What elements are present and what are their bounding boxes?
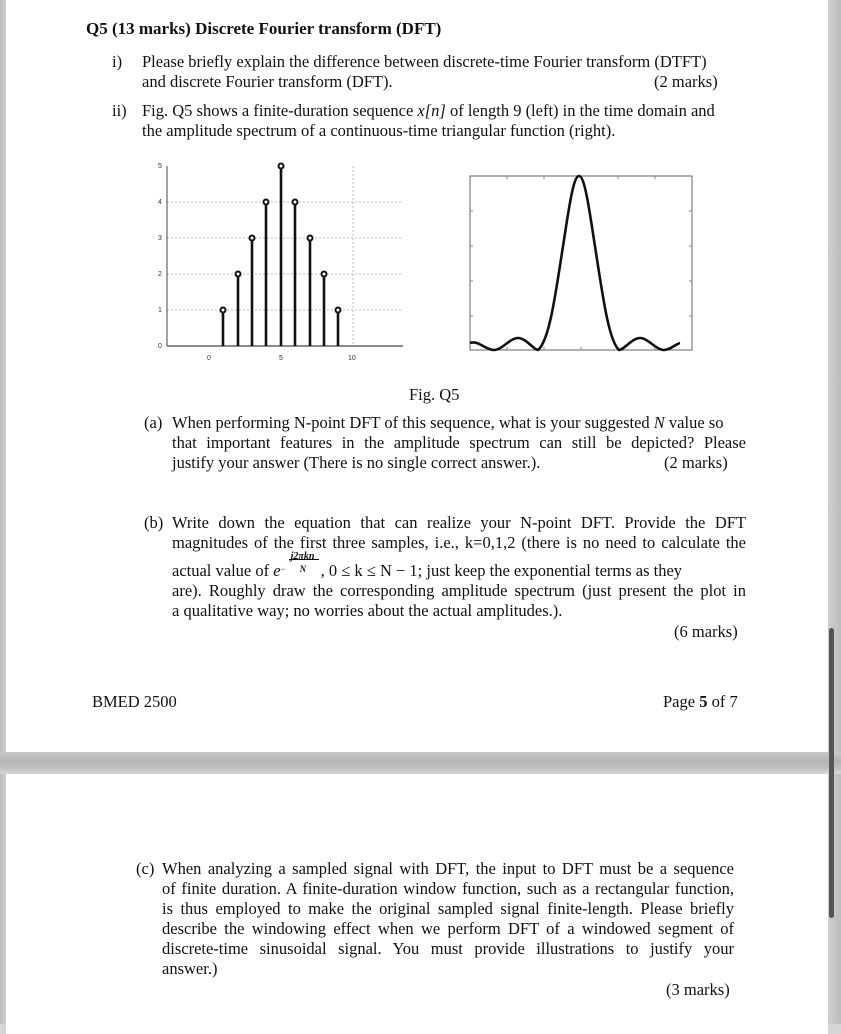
part-a-text-line1: When performing N-point DFT of this sequence, what is your suggested N value so bbox=[172, 413, 724, 432]
sequence-variable: x[n] bbox=[417, 101, 446, 120]
part-i-text-line1: Please briefly explain the difference between discrete-time Fourier transform (DTFT) bbox=[142, 52, 707, 71]
part-b-text-line3: actual value of e − j2πkn N , 0 ≤ k ≤ N − 1; just keep the exponential terms as they bbox=[172, 551, 683, 580]
part-b-label: (b) bbox=[144, 513, 164, 532]
part-a-label: (a) bbox=[144, 413, 163, 432]
stem-plot-xn bbox=[140, 150, 410, 370]
part-c-label: (c) bbox=[136, 859, 155, 878]
part-c-text-line1: When analyzing a sampled signal with DFT, the input to DFT must be a sequence bbox=[162, 859, 734, 878]
part-ii-text-line2: the amplitude spectrum of a continuous-time triangular function (right). bbox=[142, 121, 616, 140]
part-b-text-line5: a qualitative way; no worries about the actual amplitudes.). bbox=[172, 601, 563, 620]
x-tick-labels bbox=[207, 355, 356, 362]
figure-caption: Fig. Q5 bbox=[409, 385, 460, 404]
svg-text:10: 10 bbox=[348, 355, 356, 362]
svg-text:5: 5 bbox=[158, 163, 162, 170]
part-a-text-line2: that important features in the amplitude spectrum can still be depicted? Please bbox=[172, 433, 746, 452]
document-page-5 bbox=[6, 0, 828, 752]
stems bbox=[223, 166, 338, 346]
svg-text:2: 2 bbox=[158, 271, 162, 278]
part-c-text-line5: discrete-time sinusoidal signal. You must provide illustrations to justify your bbox=[162, 939, 734, 958]
svg-text:5: 5 bbox=[279, 355, 283, 362]
exponent-fraction: − j2πkn N bbox=[281, 561, 321, 581]
gridlines bbox=[167, 166, 402, 346]
exponential-base: e bbox=[273, 561, 281, 580]
svg-text:4: 4 bbox=[158, 199, 162, 206]
part-c-text-line3: is thus employed to make the original sampled signal finite-length. Please briefly bbox=[162, 899, 734, 918]
part-i-text-line2: and discrete Fourier transform (DFT). bbox=[142, 72, 393, 91]
plot-frame bbox=[470, 176, 692, 350]
svg-text:0: 0 bbox=[158, 343, 162, 350]
footer-page-number: Page 5 of 7 bbox=[663, 692, 738, 711]
svg-text:3: 3 bbox=[158, 235, 162, 242]
part-ii-text-line1: Fig. Q5 shows a finite-duration sequence x[n] of length 9 (left) in the time domain and bbox=[142, 101, 715, 120]
spectrum-curve bbox=[470, 176, 680, 350]
page-separator bbox=[0, 752, 841, 774]
part-b-marks: (6 marks) bbox=[674, 622, 738, 641]
part-c-text-line4: describe the windowing effect when we perform DFT of a windowed segment of bbox=[162, 919, 734, 938]
vertical-scrollbar[interactable] bbox=[829, 628, 834, 918]
part-i-marks: (2 marks) bbox=[654, 72, 718, 91]
frame-ticks bbox=[470, 176, 692, 350]
amplitude-spectrum-plot bbox=[464, 170, 694, 356]
part-c-text-line6: answer.) bbox=[162, 959, 218, 978]
part-c-marks: (3 marks) bbox=[666, 980, 730, 999]
footer-course-code: BMED 2500 bbox=[92, 692, 177, 711]
part-b-text-line2: magnitudes of the first three samples, i.e., k=0,1,2 (there is no need to calculate the bbox=[172, 533, 746, 552]
part-i-label: i) bbox=[112, 52, 123, 71]
part-b-text-line1: Write down the equation that can realize your N-point DFT. Provide the DFT bbox=[172, 513, 746, 532]
svg-text:1: 1 bbox=[158, 307, 162, 314]
part-a-text-line3: justify your answer (There is no single correct answer.). bbox=[172, 453, 541, 472]
svg-text:0: 0 bbox=[207, 355, 211, 362]
part-c-text-line2: of finite duration. A finite-duration window function, such as a rectangular function, bbox=[162, 879, 734, 898]
document-page-6 bbox=[6, 774, 828, 1034]
y-tick-labels bbox=[158, 163, 162, 350]
question-title: Q5 (13 marks) Discrete Fourier transform (DFT) bbox=[86, 19, 442, 38]
part-ii-label: ii) bbox=[112, 101, 127, 120]
part-b-text-line4: are). Roughly draw the corresponding amplitude spectrum (just present the plot in bbox=[172, 581, 746, 600]
part-a-marks: (2 marks) bbox=[664, 453, 728, 472]
